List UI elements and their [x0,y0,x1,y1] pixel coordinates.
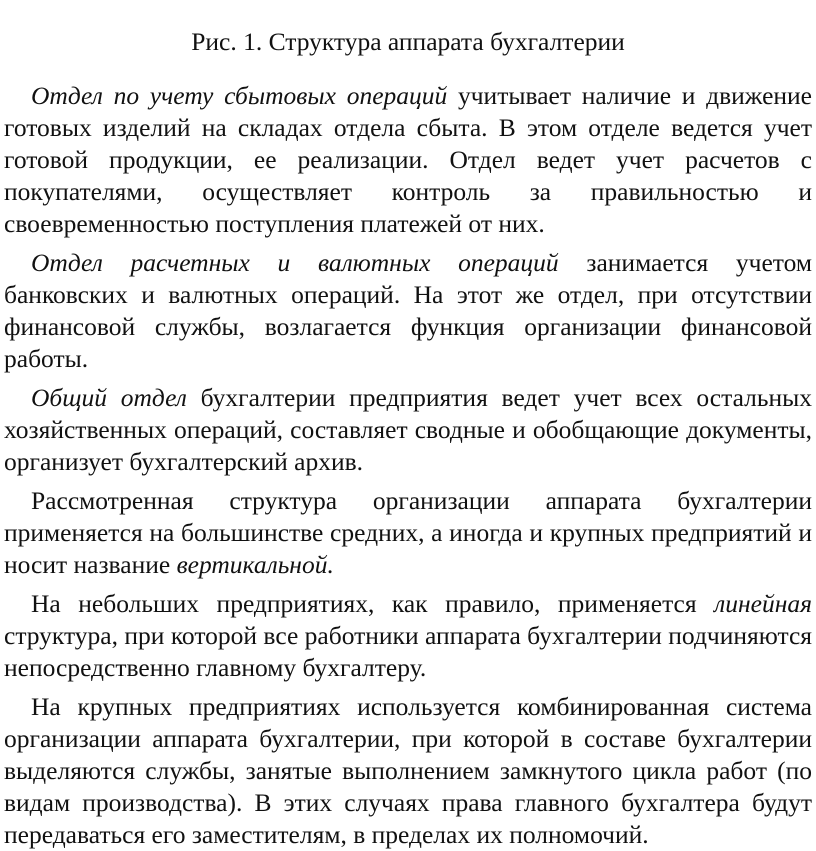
paragraph-text: На небольших предприятиях, как правило, применяется [31,589,715,618]
paragraph-settlement-department [4,247,812,375]
paragraph-text: структура, при которой все работники аппарата бухгалтерии подчиняются непосредственно главному бухгалтеру. [4,621,812,682]
figure-caption: Рис. 1. Структура аппарата бухгалтерии [191,27,625,56]
document-page [4,0,812,851]
paragraph-text: Рассмотренная структура организации аппарата бухгалтерии применяется на большинстве средних, а иногда и крупных предприятий и носит название [4,486,812,579]
paragraph-general-department [4,382,812,478]
term-linear: линейная [714,589,812,618]
paragraph-text: На крупных предприятиях используется комбинированная система организации аппарата бухгалтерии, при которой в составе бухгалтерии выделяются службы, занятые выполнением замкнутого цикла работ (по видам производства). В этих случаях права главного бухгалтера будут передаваться его заместителям, в пределах их полномочий. [4,692,812,849]
paragraph-linear-structure [4,588,812,684]
term-general-department: Общий отдел [31,383,187,412]
paragraph-text: бухгалтерии предприятия ведет учет всех остальных хозяйственных операций, составляет сводные и обобщающие документы, организует бухгалтерский архив. [4,383,812,476]
paragraph-text: учитывает наличие и движение готовых изделий на складах отдела сбыта. В этом отделе ведется учет готовой продукции, ее реализации. Отдел ведет учет расчетов с покупателями, осуществляет контроль за правильностью и своевременностью поступления платежей от них. [4,81,812,238]
paragraph-sales-department [4,80,812,240]
paragraph-text: занимается учетом банковских и валютных операций. На этот же отдел, при отсутствии финансовой службы, возлагается функция организации финансовой работы. [4,248,812,373]
term-sales-department: Отдел по учету сбытовых операций [31,81,448,110]
term-vertical: вертикальной. [176,550,334,579]
paragraph-vertical-structure [4,485,812,581]
term-settlement-department: Отдел расчетных и валютных операций [31,248,559,277]
paragraph-combined-structure [4,691,812,851]
